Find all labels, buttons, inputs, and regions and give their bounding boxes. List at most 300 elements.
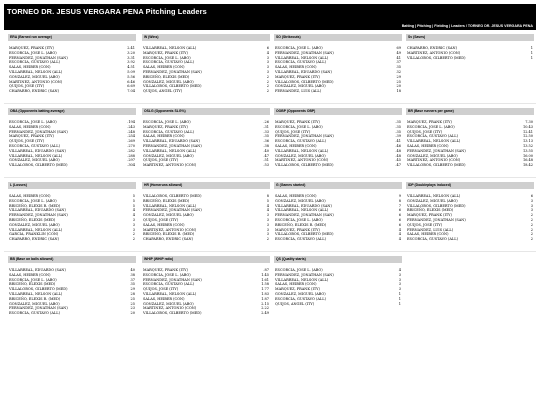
player-name[interactable]: FERNANDEZ, JONATHAN (SAN) [143,69,202,74]
nav-separator: | [448,24,452,28]
panel-oobp [274,108,402,168]
header-bar [4,4,536,30]
page-title: TORNEO DR. JESUS VERGARA PENA Pitching Leaders [7,7,207,16]
stat-value: 35 [396,65,401,70]
player-name[interactable]: VILLARREAL, NELSON (ALL) [275,55,329,60]
stat-value: 3 [530,203,533,208]
player-name[interactable]: ESCORCIA, GUSTAVO (ALL) [143,60,194,65]
stat-value: .31 [263,124,269,129]
player-name[interactable]: VILLALOBOS, GILBERTO (MED) [275,163,334,168]
panel-games-started [274,182,402,242]
player-name[interactable]: FERNANDEZ, JONATHAN (SAN) [143,277,202,282]
player-name[interactable]: VILLARREAL, NELSON (ALL) [275,148,329,153]
stat-value: 25 [396,79,401,84]
panel-idp [406,182,534,242]
stat-value: 10.43 [522,124,533,129]
stat-value: 2 [266,79,269,84]
player-name[interactable]: VILLARREAL, EDUARDO (SAN) [9,268,66,272]
stat-value: 2 [266,89,269,94]
stat-value: .38 [263,143,269,148]
player-name[interactable]: VILLARREAL, NELSON (ALL) [9,69,63,74]
player-name[interactable]: BRICEÑO, ELEXIS R. (MED) [9,203,61,208]
player-name[interactable]: ESCORCIA, GUSTAVO (ALL) [9,311,60,316]
panel-title: Sv (Saves) [406,34,534,41]
stat-value: 3 [132,222,135,227]
stat-value: .53 [263,163,269,168]
player-name[interactable]: GONZALEZ, MIGUEL (ABO) [143,153,194,158]
player-name[interactable]: MARQUEZ, FRANK (ITY) [143,124,188,129]
stat-value: 8 [266,194,269,198]
leader-row [406,56,534,61]
leader-list [274,120,402,168]
stat-value: 5 [266,198,269,203]
stat-value: 3 [266,69,269,74]
player-name[interactable]: GONZALEZ, MIGUEL (ABO) [407,198,458,203]
player-name[interactable]: VILLARREAL, NELSON (ALL) [275,208,329,213]
player-name[interactable]: SALAS, HEIBER (CON) [9,124,51,129]
stat-value: 2.22 [261,306,269,311]
leader-row [406,237,534,242]
stat-value: .48 [395,153,401,158]
player-name[interactable]: FERNANDEZ, JONATHAN (SAN) [9,129,68,134]
player-name[interactable]: CHAPARRO, ENDRIC (SAN) [9,89,59,94]
panel-title: WHIP (WHIP ratio) [142,256,270,263]
player-name[interactable]: ESCORCIA, GUSTAVO (ALL) [9,60,60,65]
player-name[interactable]: MARTINEZ, ANTONIO (CON) [143,163,197,168]
player-name[interactable]: FERNANDEZ, JONATHAN (SAN) [407,148,466,153]
player-name[interactable]: FERNANDEZ, JONATHAN (SAN) [275,50,334,55]
player-name[interactable]: MARQUEZ, FRANK (ITY) [143,268,188,272]
panel-oba [8,108,136,168]
stat-value: 3 [266,222,269,227]
player-name[interactable]: GONZALEZ, MIGUEL (ABO) [275,291,326,296]
stat-value: 3.31 [127,55,135,60]
stat-value: 4 [398,232,401,237]
player-name[interactable]: GONZALEZ, MIGUEL (ABO) [143,213,194,218]
stat-value: .47 [263,153,269,158]
stat-value: .35 [263,134,269,139]
leader-row [274,163,402,168]
leader-row [406,163,534,168]
stat-value: 12.41 [522,129,533,134]
stat-value: 3 [398,272,401,277]
player-name[interactable]: GONZALEZ, MIGUEL (ABO) [407,153,458,158]
player-name[interactable]: MARQUEZ, FRANK (ITY) [407,213,452,218]
player-name[interactable]: QUIJOS, JOSE (ITY) [275,129,311,134]
player-name[interactable]: MARQUEZ, FRANK (ITY) [275,227,320,232]
leader-row [8,163,136,168]
player-name[interactable]: QUIJOS, ANGEL (ITY) [143,89,183,94]
player-name[interactable]: ESCORCIA, GUSTAVO (ALL) [275,60,326,65]
page [4,4,536,326]
player-name[interactable]: SALAS, HEIBER (CON) [143,134,185,139]
leader-row [274,237,402,242]
stat-value: 18.42 [522,163,533,168]
stat-value: 2.15 [261,301,269,306]
stat-value: 3 [398,287,401,292]
player-name[interactable]: MARTINEZ, ANTONIO (CON) [9,79,63,84]
player-name[interactable]: VILLALOBOS, GILBERTO (MED) [407,203,466,208]
stat-value: .33 [263,129,269,134]
leader-list [8,46,136,94]
stat-value: 5.09 [127,69,135,74]
player-name[interactable]: QUIJOS, JOSE (ITY) [143,217,179,222]
stat-value: 1 [398,301,401,306]
player-name[interactable]: MARTINEZ, ANTONIO (CON) [275,158,329,163]
stat-value: 1.58 [261,282,269,287]
player-name[interactable]: VILLALOBOS, GILBERTO (MED) [143,194,202,198]
player-name[interactable]: VILLALOBOS, GILBERTO (MED) [9,163,68,168]
player-name[interactable]: QUIJOS, ANGEL (ITY) [275,301,315,306]
player-name[interactable]: ESCORCIA, JOSE L. (ABO) [275,124,323,129]
player-name[interactable]: BRICEÑO, ELEXIS (MED) [143,198,190,203]
player-name[interactable]: SALAS, HEIBER (CON) [143,65,185,70]
panel-title: SO (Strikeouts) [274,34,402,41]
stat-value: 4 [398,268,401,272]
stat-value: 2 [132,232,135,237]
panel-title: OBA (Opponents batting average) [8,108,136,115]
leader-row-2 [4,104,536,178]
player-name[interactable]: FERNANDEZ, JONATHAN (SAN) [9,306,68,311]
stat-value: 2.41 [127,46,135,50]
player-name[interactable]: GONZALEZ, MIGUEL (ABO) [9,222,60,227]
stat-value: .51 [263,158,269,163]
stat-value: 37 [130,277,135,282]
stat-value: 3 [266,232,269,237]
player-name[interactable]: ESCORCIA, JOSE L. (ABO) [9,198,57,203]
stat-value: 4 [266,50,269,55]
stat-value: 2 [530,222,533,227]
player-name[interactable]: VILLALOBOS, GILBERTO (MED) [143,311,202,316]
player-name[interactable]: ESCORCIA, GUSTAVO (ALL) [275,296,326,301]
stat-value: 5 [132,203,135,208]
player-name[interactable]: SALAS, HEIBER (CON) [9,65,51,70]
player-name[interactable]: SALAS, HEIBER (CON) [407,143,449,148]
player-name[interactable]: VILLARREAL, EDUARDO (SAN) [9,208,66,213]
player-name[interactable]: GONZALEZ, MIGUEL (ABO) [275,153,326,158]
player-name[interactable]: QUIJOS, JOSE (ITY) [407,129,443,134]
leader-list [274,46,402,94]
player-name[interactable]: MARTINEZ, ANTONIO (CON) [407,158,461,163]
stat-value: .288 [127,153,135,158]
nav-link[interactable]: Fielding [434,24,449,28]
stat-value: 9 [398,194,401,198]
nav-link[interactable]: Pitching [417,24,432,28]
player-name[interactable]: MARQUEZ, FRANK (ITY) [407,120,452,124]
panel-br [406,108,534,168]
stat-value: 3.20 [127,50,135,55]
leader-list [274,268,402,306]
stat-value: 69 [396,46,401,50]
panel-title: ERA (Earned run average) [8,34,136,41]
leader-row-1 [4,30,536,104]
stat-value: .35 [395,120,401,124]
stat-value: 3 [530,198,533,203]
player-name[interactable]: VILLARREAL, NELSON (ALL) [143,291,197,296]
player-name[interactable]: VILLARREAL, EDUARDO (SAN) [9,148,66,153]
player-name[interactable]: ESCORCIA, GUSTAVO (ALL) [275,237,326,242]
stat-value: 29 [130,287,135,292]
player-name[interactable]: VILLALOBOS, GILBERTO (MED) [275,232,334,237]
panel-strikeouts [274,34,402,94]
panel-title: HR (Homeruns allowed) [142,182,270,189]
player-name[interactable]: QUIJOS, JOSE (ITY) [9,139,45,144]
nav-link[interactable]: TORNEO DR. JESUS VERGARA PENA [467,24,533,28]
player-name[interactable]: SALAS, HEIBER (CON) [143,296,185,301]
player-name[interactable]: ESCORCIA, GUSTAVO (ALL) [143,282,194,287]
player-name[interactable]: ESCORCIA, GUSTAVO (ALL) [407,237,458,242]
stat-value: .26 [263,120,269,124]
player-name[interactable]: BRICEÑO, ELEXIS R. (MED) [143,232,195,237]
stat-value: 38 [130,272,135,277]
stat-value: 3 [266,60,269,65]
player-name[interactable]: VILLARREAL, NELSON (ALL) [275,277,329,282]
stat-value: 18 [396,89,401,94]
leader-row [142,237,270,242]
panel-oslg [142,108,270,168]
nav-link[interactable]: Batting [401,24,415,28]
stat-value: 1.87 [261,296,269,301]
leader-list [142,268,270,316]
player-name[interactable]: QUIJOS, JOSE (ITY) [407,222,443,227]
player-name[interactable]: VILLARREAL, NELSON (ALL) [143,148,197,153]
player-name[interactable]: VILLALOBOS, GILBERTO (MED) [407,163,466,168]
player-name[interactable]: MARTINEZ, ANTONIO (CON) [143,227,197,232]
player-name[interactable]: VILLARREAL, NELSON (ALL) [407,139,461,144]
player-name[interactable]: CHAPARRO, ENDRIC (SAN) [407,46,457,50]
stat-value: 41 [396,55,401,60]
panel-quality-starts [274,256,402,306]
stat-value: 4 [266,203,269,208]
panel-title: L (Losses) [8,182,136,189]
player-name[interactable]: ESCORCIA, JOSE L. (ABO) [275,217,323,222]
player-name[interactable]: BRICEÑO, ELEXIS (MED) [143,74,190,79]
player-name[interactable]: FERNANDEZ, JONATHAN (SAN) [143,208,202,213]
player-name[interactable]: ESCORCIA, GUSTAVO (ALL) [9,143,60,148]
player-name[interactable]: SALAS, HEIBER (CON) [275,282,317,287]
panel-bb [8,256,136,316]
player-name[interactable]: CHAPARRO, ENDRIC (SAN) [9,237,59,242]
stat-value: .39 [395,134,401,139]
stat-value: 6 [530,194,533,198]
player-name[interactable]: MARQUEZ, FRANK (ITY) [143,50,188,55]
player-name[interactable]: BRICEÑO, ELEXIS (MED) [9,282,56,287]
player-name[interactable]: FERNANDEZ, LUIS (ALL) [407,227,454,232]
stat-value: .40 [263,148,269,153]
leader-row [142,311,270,316]
stat-value: 6 [398,213,401,218]
player-name[interactable]: MARQUEZ, FRANK (ITY) [9,46,54,50]
player-name[interactable]: GARCIA, FRANKLIN (CON) [9,232,59,237]
stat-value: 5 [132,194,135,198]
player-name[interactable]: BRICEÑO, ELEXIS R. (MED) [275,222,327,227]
player-name[interactable]: SALAS, HEIBER (CON) [275,143,317,148]
player-name[interactable]: VILLALOBOS, GILBERTO (MED) [9,287,68,292]
stat-value: .45 [395,158,401,163]
leader-list [8,120,136,168]
player-name[interactable]: ESCORCIA, JOSE L. (ABO) [9,277,57,282]
player-name[interactable]: VILLARREAL, NELSON (ALL) [143,203,197,208]
player-name[interactable]: BRICEÑO, ELEXIS (MED) [9,217,56,222]
player-name[interactable]: GONZALEZ, MIGUEL (ABO) [143,301,194,306]
player-name[interactable]: GONZALEZ, MIGUEL (ABO) [275,84,326,89]
player-name[interactable]: FERNANDEZ, JONATHAN (SAN) [275,213,334,218]
stat-value: 12.50 [522,134,533,139]
player-name[interactable]: SALAS, HEIBER (CON) [9,272,51,277]
stat-value: 37 [396,60,401,65]
player-name[interactable]: FERNANDEZ, JONATHAN (SAN) [407,217,466,222]
player-name[interactable]: MARQUEZ, FRANK (ITY) [275,287,320,292]
player-name[interactable]: VILLARREAL, EDUARDO (SAN) [275,69,332,74]
nav-link[interactable]: Leaders [451,24,465,28]
nav-separator: | [414,24,418,28]
player-name[interactable]: SALAS, HEIBER (CON) [9,194,51,198]
leader-list [406,46,534,60]
stat-value: 4 [266,208,269,213]
player-name[interactable]: VILLARREAL, NELSON (ALL) [143,46,197,50]
player-name[interactable]: ESCORCIA, JOSE L. (ABO) [143,55,191,60]
player-name[interactable]: GONZALEZ, MIGUEL (ABO) [143,79,194,84]
player-name[interactable]: VILLALOBOS, GILBERTO (MED) [407,55,466,60]
player-name[interactable]: ESCORCIA, JOSE L. (ABO) [275,268,323,272]
player-name[interactable]: BRICEÑO, ELEXIS (MED) [407,208,454,213]
player-name[interactable]: FERNANDEZ, JONATHAN (SAN) [143,143,202,148]
stat-value: 25 [130,301,135,306]
player-name[interactable]: MARTINEZ, ANTONIO (CON) [143,306,197,311]
player-name[interactable]: VILLALOBOS, GILBERTO (MED) [275,79,334,84]
player-name[interactable]: VILLARREAL, NELSON (ALL) [407,194,461,198]
player-name[interactable]: ESCORCIA, GUSTAVO (ALL) [275,139,326,144]
stat-value: 6 [398,208,401,213]
stat-value: 49 [396,50,401,55]
player-name[interactable]: ESCORCIA, GUSTAVO (ALL) [407,134,458,139]
stat-value: 29 [396,74,401,79]
leader-row [274,89,402,94]
stat-value: 1.61 [261,277,269,282]
player-name[interactable]: SALAS, HEIBER (CON) [275,194,317,198]
stat-value: 7.30 [525,120,533,124]
player-name[interactable]: GONZALEZ, MIGUEL (ABO) [9,158,60,163]
stat-value: 40 [130,268,135,272]
player-name[interactable]: MARQUEZ, FRANK (ITY) [275,120,320,124]
stat-value: 7.04 [127,89,135,94]
stat-value: 13.13 [522,139,533,144]
player-name[interactable]: ESCORCIA, JOSE L. (ABO) [143,120,191,124]
player-name[interactable]: CHAPARRO, ENDRIC (SAN) [143,237,193,242]
leader-list [406,120,534,168]
panel-losses [8,182,136,242]
stat-value: 3 [266,227,269,232]
player-name[interactable]: MARQUEZ, FRANK (ITY) [9,134,54,139]
player-name[interactable]: QUIJOS, JOSE (ITY) [143,287,179,292]
stat-value: 1 [530,55,533,60]
stat-value: 6 [398,217,401,222]
stat-value: .248 [127,129,135,134]
player-name[interactable]: ESCORCIA, JOSE L. (ABO) [9,120,57,124]
stat-value: 2 [530,213,533,218]
nav-separator: / [464,24,468,28]
player-name[interactable]: VILLARREAL, NELSON (ALL) [9,153,63,158]
stat-value: 13.52 [522,143,533,148]
player-name[interactable]: FERNANDEZ, JONATHAN (SAN) [275,134,334,139]
stat-value: 1 [530,50,533,55]
stat-value: 6 [266,46,269,50]
player-name[interactable]: QUIJOS, JOSE (ITY) [143,158,179,163]
player-name[interactable]: BRICEÑO, ELEXIS R. (MED) [9,296,61,301]
stat-value: 3 [398,277,401,282]
panel-title: W (Wins) [142,34,270,41]
player-name[interactable]: MARQUEZ, FRANK (ITY) [275,74,320,79]
player-name[interactable]: SALAS, HEIBER (CON) [275,65,317,70]
player-name[interactable]: ESCORCIA, GUSTAVO (ALL) [143,129,194,134]
stat-value: .46 [395,143,401,148]
player-name[interactable]: FERNANDEZ, JONATHAN (SAN) [9,55,68,60]
stat-value: 3 [266,55,269,60]
stat-value: 3.92 [127,60,135,65]
stat-value: 2 [266,84,269,89]
stat-value: .41 [395,139,401,144]
stat-value: 23 [130,306,135,311]
stat-value: 6 [398,222,401,227]
player-name[interactable]: VILLARREAL, EDUARDO (SAN) [275,203,332,208]
stat-value: 5.56 [127,74,135,79]
stat-value: 3 [530,208,533,213]
stat-value: .254 [127,134,135,139]
player-name[interactable]: GONZALEZ, MIGUEL (ABO) [9,74,60,79]
stat-value: 3 [266,217,269,222]
leader-row [8,89,136,94]
player-name[interactable]: VILLARREAL, EDUARDO (SAN) [143,139,200,144]
leader-list [274,194,402,242]
player-name[interactable]: FERNANDEZ, LUIS (ALL) [275,89,322,94]
stat-value: .36 [263,139,269,144]
player-name[interactable]: SALAS, HEIBER (CON) [143,222,185,227]
stat-value: 1 [398,291,401,296]
stat-value: 3 [266,65,269,70]
player-name[interactable]: ESCORCIA, JOSE L. (ABO) [275,46,323,50]
player-name[interactable]: GONZALEZ, MIGUEL (ABO) [9,301,60,306]
player-name[interactable]: FERNANDEZ, JONATHAN (SAN) [9,213,68,218]
player-name[interactable]: MARTINEZ, ANTONIO (CON) [407,50,461,55]
stat-value: 3 [132,227,135,232]
stat-value: .282 [127,148,135,153]
nav-links [402,24,533,28]
player-name[interactable]: VILLARREAL, NELSON (ALL) [9,291,63,296]
panel-whip [142,256,270,316]
stat-value: 35 [130,282,135,287]
player-name[interactable]: ESCORCIA, JOSE L. (ABO) [9,50,57,55]
stat-value: .194 [127,120,135,124]
stat-value: 1 [530,46,533,50]
player-name[interactable]: VILLALOBOS, GILBERTO (MED) [143,84,202,89]
player-name[interactable]: VILLARREAL, NELSON (ALL) [9,227,63,232]
stat-value: 2 [266,237,269,242]
stat-value: 20 [130,311,135,316]
stat-value: 1 [398,296,401,301]
player-name[interactable]: ESCORCIA, JOSE L. (ABO) [143,272,191,277]
player-name[interactable]: ESCORCIA, JOSE L. (ABO) [407,124,455,129]
stat-value: .297 [127,158,135,163]
panel-hr [142,182,270,242]
player-name[interactable]: QUIJOS, JOSE (ITY) [9,84,45,89]
stat-value: 2 [530,237,533,242]
stat-value: .270 [127,143,135,148]
player-name[interactable]: GONZALEZ, MIGUEL (ABO) [275,198,326,203]
stat-value: 4 [398,237,401,242]
player-name[interactable]: FERNANDEZ, JONATHAN (SAN) [275,272,334,277]
player-name[interactable]: SALAS, HEIBER (CON) [407,232,449,237]
leader-row [142,163,270,168]
